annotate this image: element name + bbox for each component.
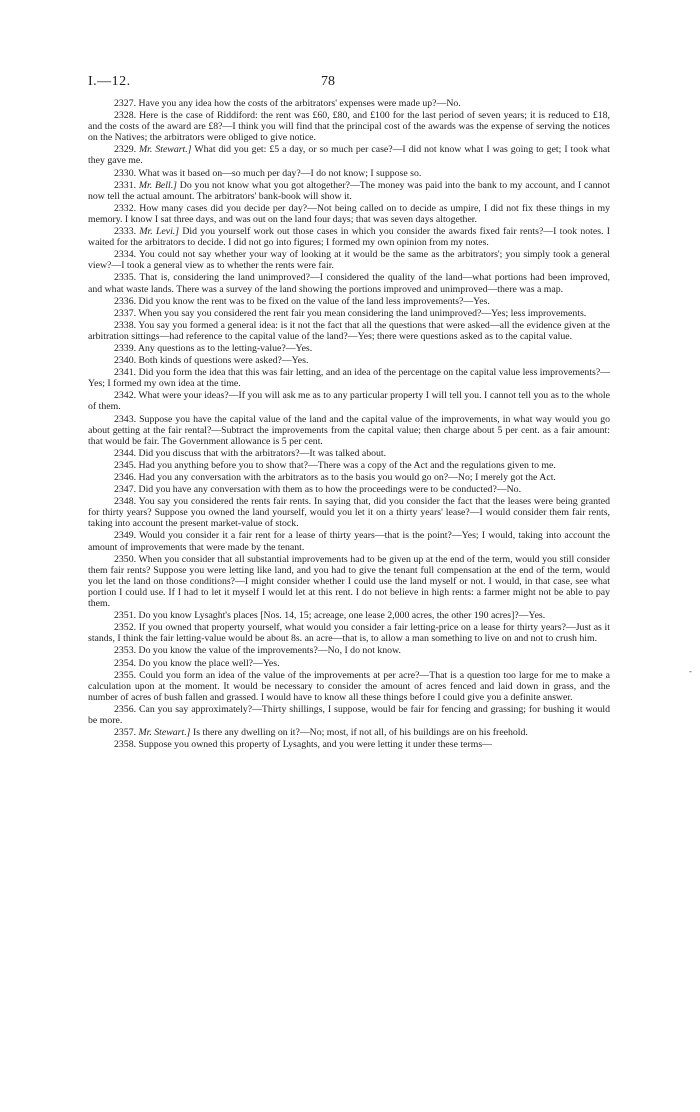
question-number: 2353. (114, 645, 139, 657)
question-paragraph (88, 308, 610, 319)
question-paragraph (88, 472, 610, 483)
question-paragraph (88, 367, 610, 389)
question-paragraph (88, 226, 610, 248)
question-paragraph (88, 272, 610, 294)
speaker-label: Mr. Stewart.] (139, 144, 192, 156)
question-text: Had you any conversation with the arbitrators as to the basis you would go on?—No; I merely got the Act. (138, 472, 556, 483)
question-number: 2345. (114, 459, 139, 471)
question-number: 2339. (114, 342, 138, 354)
question-paragraph (88, 496, 610, 529)
question-number: 2327. (114, 98, 139, 109)
question-text: Did you form the idea that this was fair letting, and an idea of the percentage on the capital value less improvements?—Yes; I formed my own idea at the time. (88, 367, 610, 390)
question-paragraph (88, 320, 610, 342)
question-number: 2337. (114, 307, 139, 319)
question-text: Do you know Lysaght's places [Nos. 14, 15; acreage, one lease 2,000 acres, the other 190 acres]?—Yes. (138, 610, 546, 622)
page-reference: I.—12. (88, 74, 131, 89)
question-text: Could you form an idea of the value of the improvements at per acre?—That is a question too large for me to make a calculation upon at the moment. It would be necessary to consider the amount of acres fenced and laid down in grass, and the number of acres of bush fallen and grassed. I would have to know all these things before I could give you a definite answer. (88, 669, 610, 703)
question-text: If you owned that property yourself, what would you consider a fair letting-price on a lease for thirty years?—Just as it stands, I think the fair letting-value would be about 8s. an acre—that is, to allow a man something to live on and not to crush him. (88, 622, 611, 645)
question-text: Suppose you have the capital value of the land and the capital value of the improvements, in what way would you go about getting at the fair rental?—Subtract the improvements from the capital value; then charge about 5 per cent. as a fair amount: that would be fair. The Government allowance is 5 per cent. (88, 413, 610, 447)
question-number: 2352. (114, 622, 139, 634)
question-text: What did you get: £5 a day, or so much per case?—I did not know what I was going to get; I took what they gave me. (88, 144, 610, 167)
question-number: 2329. (114, 144, 140, 156)
question-paragraph (88, 622, 610, 644)
question-number: 2346. (114, 472, 139, 483)
question-paragraph (88, 727, 610, 738)
question-text: Can you say approximately?—Thirty shillings, I suppose, would be fair for fencing and grassing; for bushing it would be more. (88, 703, 610, 726)
question-text: What were your ideas?—If you will ask me as to any particular property I will tell you. I cannot tell you as to the whole of them. (88, 390, 610, 413)
question-text: What was it based on—so much per day?—I do not know; I suppose so. (138, 167, 422, 179)
page-number: 78 (321, 74, 335, 89)
question-text: You could not say whether your way of looking at it would be the same as the arbitrators'; you simply took a general view?—I took a general view as to whether the rents were fair. (88, 249, 610, 272)
question-number: 2332. (114, 202, 140, 214)
question-paragraph (88, 739, 610, 750)
question-text: Is there any dwelling on it?—No; most, if not all, of his buildings are on his freehold. (192, 727, 528, 739)
question-number: 2333. (114, 226, 140, 238)
question-text: You say you formed a general idea: is it not the fact that all the questions that were asked—all the evidence given at the arbitration sittings—had reference to the capital value of the land?—Yes; there were questions asked as to the capital value. (88, 319, 610, 342)
question-number: 2356. (114, 703, 139, 715)
question-number: 2338. (114, 319, 139, 331)
question-text: Both kinds of questions were asked?—Yes. (138, 355, 309, 367)
question-paragraph (88, 448, 610, 459)
question-paragraph (88, 203, 610, 225)
question-paragraph (88, 296, 610, 307)
question-number: 2358. (114, 739, 139, 751)
question-text: Suppose you owned this property of Lysaghts, and you were letting it under these terms— (138, 739, 492, 751)
question-number: 2348. (114, 496, 139, 508)
question-text: Have you any idea how the costs of the arbitrators' expenses were made up?—No. (138, 98, 461, 109)
question-number: 2342. (114, 390, 139, 402)
speaker-label: Mr. Bell.] (138, 179, 177, 191)
question-number: 2354. (114, 657, 139, 669)
question-paragraph (88, 110, 610, 143)
question-text: Do you not know what you got altogether?—The money was paid into the bank to my account, and I cannot now tell the actual amount. The arbitrators' bank-book will show it. (88, 179, 611, 202)
question-paragraph (88, 249, 610, 271)
question-number: 2357. (114, 727, 139, 739)
speaker-label: Mr. Stewart.] (138, 727, 191, 739)
question-number: 2331. (114, 179, 139, 191)
question-number: 2349. (114, 530, 140, 542)
question-number: 2334. (114, 249, 139, 261)
question-text: Would you consider it a fair rent for a lease of thirty years—that is the point?—Yes; I would, taking into account the amount of improvements that were made by the tenant. (88, 530, 610, 553)
margin-mark: - (689, 666, 692, 676)
page-header (88, 74, 608, 94)
question-paragraph (88, 554, 610, 609)
question-paragraph (88, 343, 610, 354)
question-text: Do you know the value of the improvements?—No, I do not know. (138, 645, 401, 657)
question-number: 2340. (114, 355, 139, 367)
question-number: 2347. (114, 484, 139, 496)
question-paragraph (88, 670, 610, 703)
question-paragraph (88, 355, 610, 366)
question-number: 2343. (114, 413, 140, 425)
question-text: How many cases did you decide per day?—Not being called on to decide as umpire, I did not fix these things in my memory. I know I sat three days, and was out on the land four days; that was seven days altogether. (88, 202, 610, 225)
question-paragraph (88, 704, 610, 726)
question-text: Here is the case of Riddiford: the rent was £60, £80, and £100 for the last period of seven years; it is reduced to £18, and the costs of the award are £8?—I think you will find that the principal cost of the awards was the expense of serving the notices on the Natives; the arbitrators were obliged to give notice. (88, 110, 610, 144)
question-text: When you say you considered the rent fair you mean considering the land unimproved?—Yes; less improvements. (138, 307, 587, 319)
question-number: 2336. (114, 295, 139, 307)
question-paragraph (88, 144, 610, 166)
question-text: Did you discuss that with the arbitrators?—It was talked about. (138, 447, 387, 459)
question-paragraph (88, 658, 610, 669)
speaker-label: Mr. Levi.] (139, 226, 180, 238)
question-number: 2351. (114, 610, 139, 622)
question-paragraph (88, 180, 610, 202)
question-paragraph (88, 390, 610, 412)
question-text: Did you know the rent was to be fixed on the value of the land less improvements?—Yes. (138, 295, 490, 307)
question-text: When you consider that all substantial improvements had to be given up at the end of the term, would you still consider them fair rents? Suppose you were letting like land, and you had to give the tenant full compensation at the end of the term, would you let the land on those conditions?—I might consider whether I could use the land myself or not. I would, in that case, see what portion I could use. If I had to let it myself I would let at this rent. I do not believe in high rents: a farmer might not be able to pay them. (88, 553, 610, 610)
question-text: Had you anything before you to show that?—There was a copy of the Act and the regulations given to me. (138, 459, 556, 471)
question-text: Did you yourself work out those cases in which you consider the awards fixed fair rents?—I took notes. I waited for the arbitrators to decide. I did not go into figures; I formed my own opinion from my notes. (88, 226, 610, 249)
question-number: 2330. (114, 167, 139, 179)
question-paragraph (88, 484, 610, 495)
question-number: 2341. (114, 367, 139, 379)
question-number: 2355. (114, 669, 140, 681)
question-number: 2350. (114, 553, 139, 565)
question-text: Did you have any conversation with them as to how the proceedings were to be conducted?—No. (138, 484, 522, 496)
question-paragraph (88, 645, 610, 656)
question-text: Any questions as to the letting-value?—Yes. (137, 342, 313, 354)
question-paragraph (88, 98, 610, 109)
question-paragraph (88, 460, 610, 471)
question-text: That is, considering the land unimproved?—I considered the quality of the land—what portions had been improved, and what waste lands. There was a survey of the land showing the portions improved and unimproved—there was a map. (88, 272, 610, 295)
question-number: 2335. (114, 272, 140, 284)
question-text: You say you considered the rents fair rents. In saying that, did you consider the fact that the leases were being granted for thirty years? Suppose you owned the land yourself, would you let it on a thirty years' lease?—I would consider them fair rents, taking into account the present market-value of stock. (88, 496, 610, 530)
question-paragraph (88, 530, 610, 552)
question-paragraph (88, 168, 610, 179)
question-number: 2344. (114, 447, 139, 459)
question-paragraph (88, 610, 610, 621)
question-number: 2328. (114, 110, 140, 122)
question-text: Do you know the place well?—Yes. (138, 657, 280, 669)
question-paragraph (88, 414, 610, 447)
evidence-text (88, 98, 610, 751)
